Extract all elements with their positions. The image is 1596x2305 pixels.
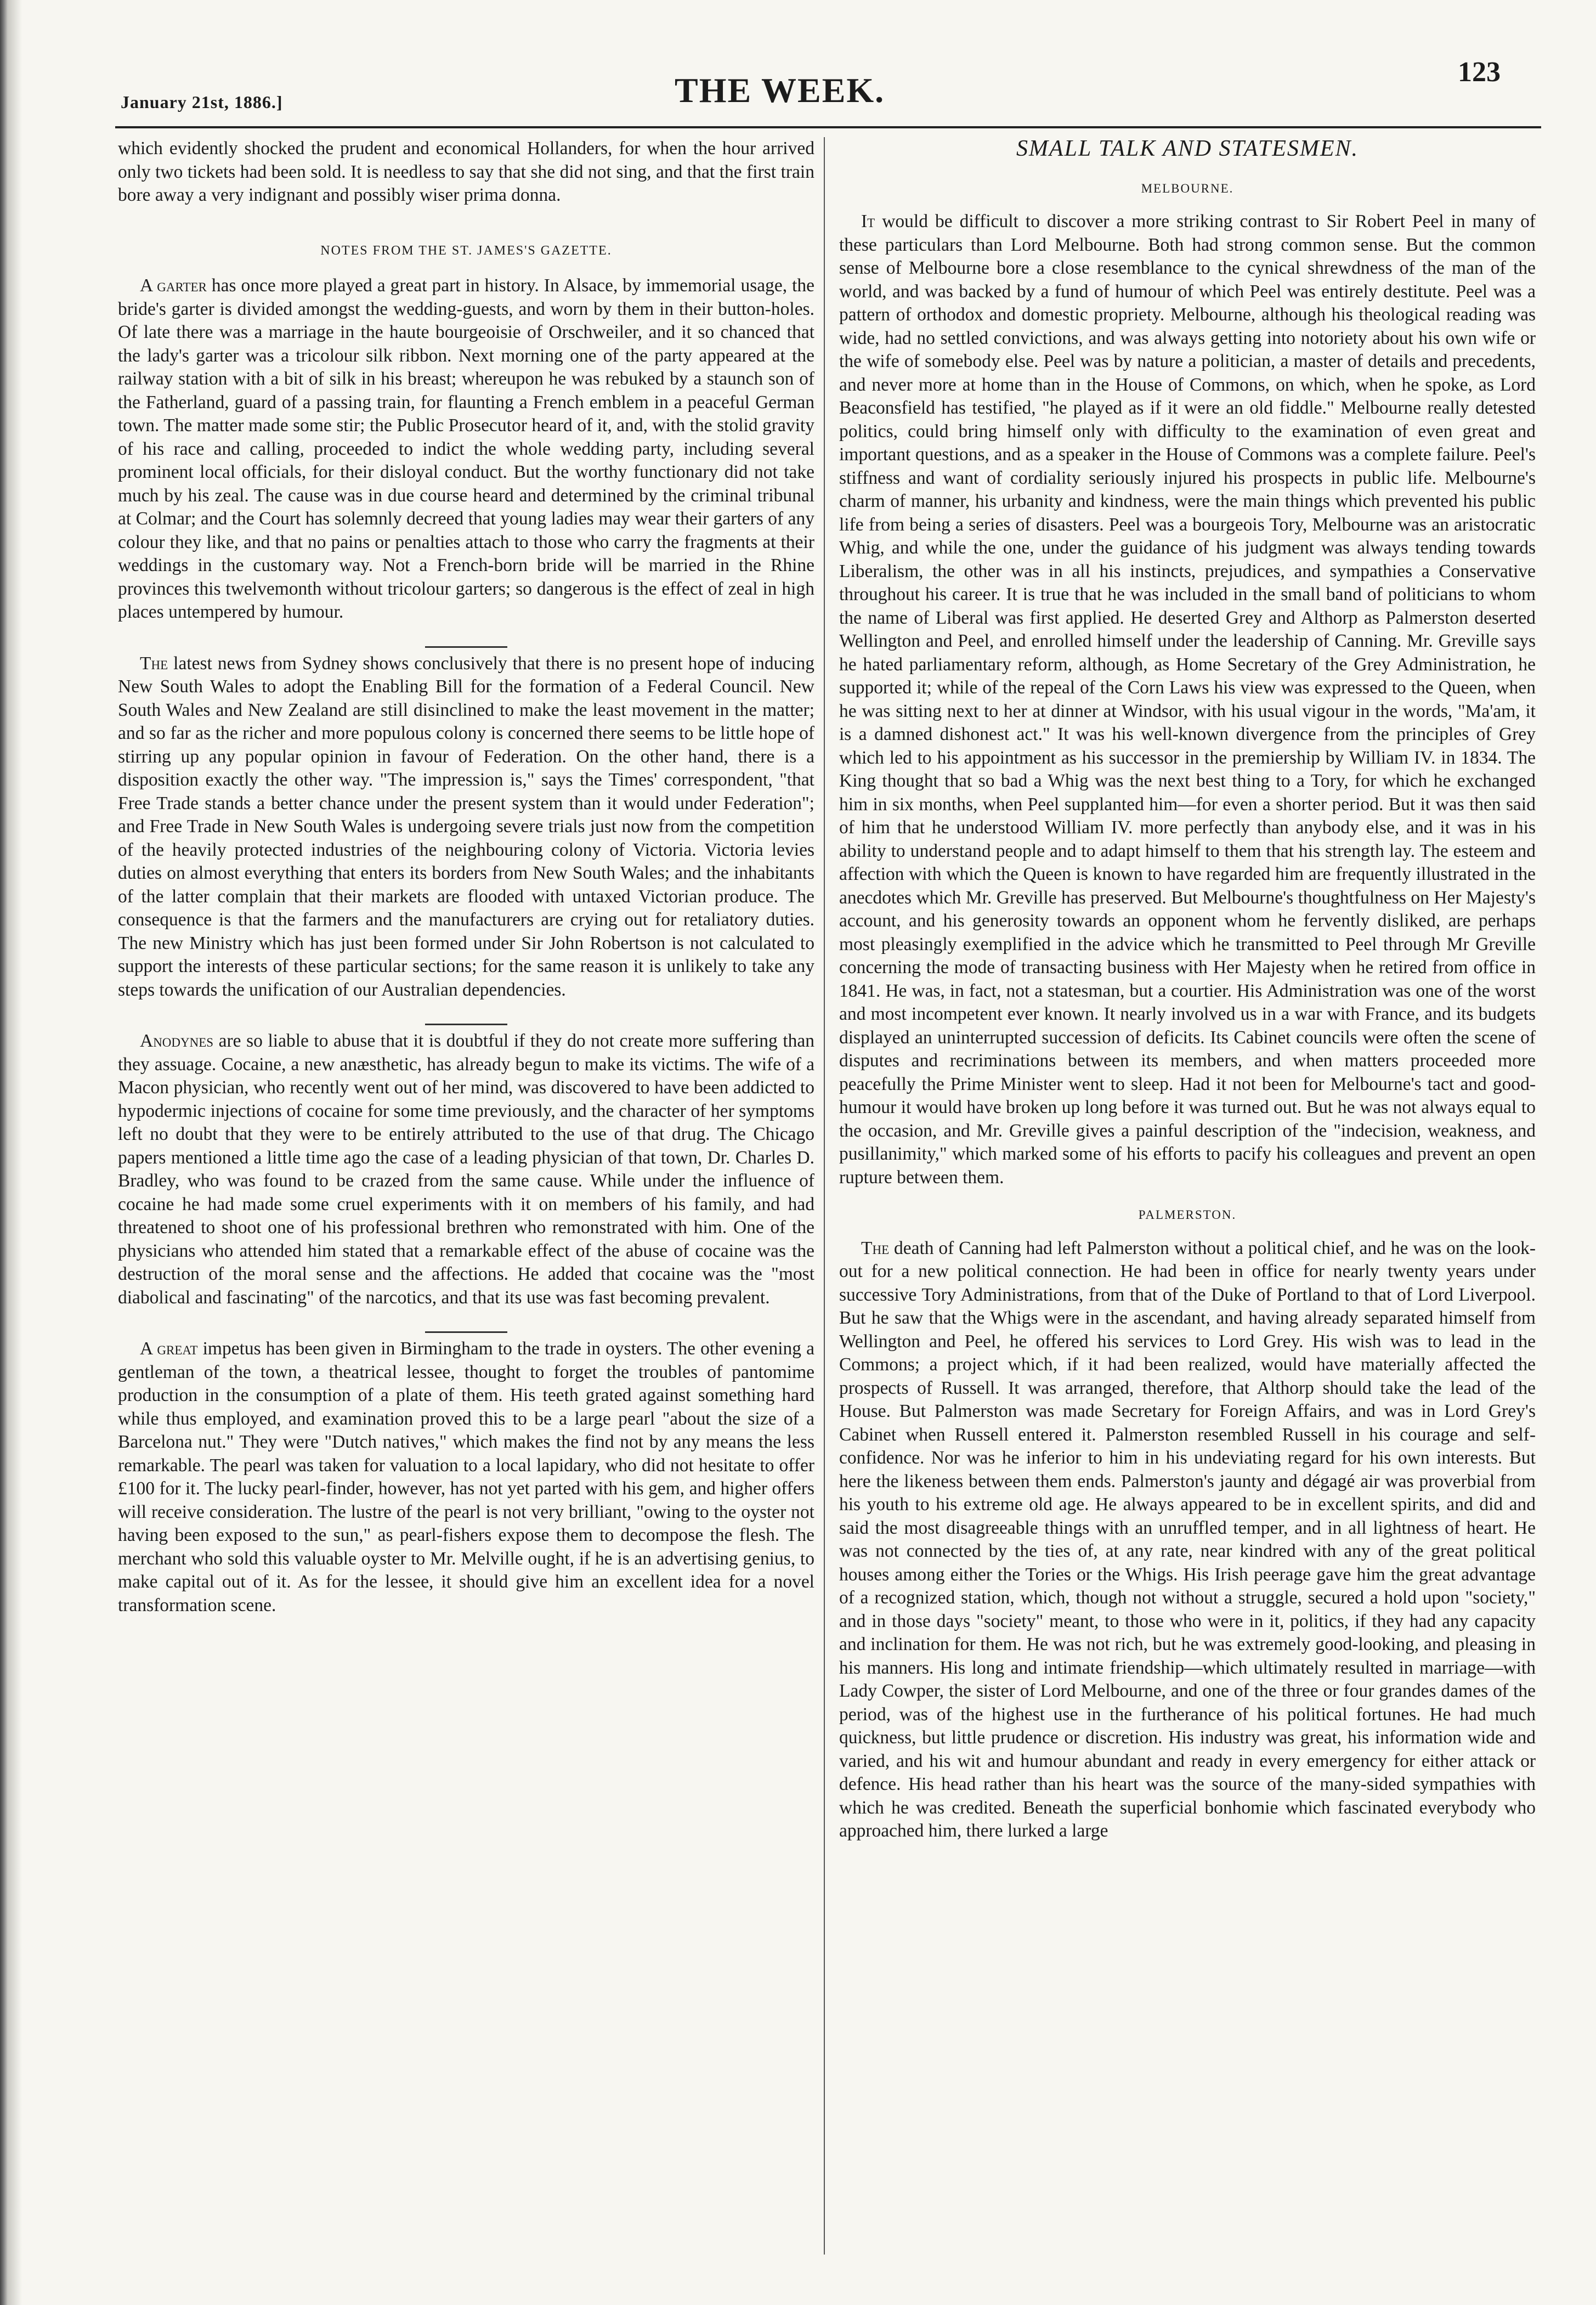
paragraph-text: are so liable to abuse that it is doubtful if they do not create more suffering than they assuage. Cocaine, a new anæsthetic, has already begun to make its victims. The wife of a Macon physician, who recently went out of her mind, was discovered to have been addicted to hypodermic injections of cocaine for some time previously, and the character of her symptoms left no doubt that they were to be entirely attributed to the use of that drug. The Chicago papers mentioned a little time ago the case of a leading physician of that town, Dr. Charles D. Bradley, who was found to be crazed from the same cause. While under the influence of cocaine he had made some cruel experiments with it on members of his family, and had threatened to shoot one of his professional brethren who remonstrated with him. One of the physicians who attended him stated that a remarkable effect of the abuse of cocaine was the destruction of the moral sense and the affections. He added that cocaine was the "most diabolical and fascinating" of the narcotics, and that its use was fast becoming prevalent. xyxy=(118,1031,814,1308)
intro-paragraph: which evidently shocked the prudent and economical Hollanders, for when the hour arrived only two tickets had been sold. It is needless to say that she did not sing, and that the first train bore away a very indignant and possibly wiser prima donna. xyxy=(118,138,814,205)
column-divider xyxy=(824,137,825,2255)
separator-rule xyxy=(425,1024,507,1025)
paragraph-lead: A great xyxy=(140,1338,198,1359)
section-title-st-james: NOTES FROM THE ST. JAMES'S GAZETTE. xyxy=(320,243,612,258)
header-rule xyxy=(115,126,1541,128)
issue-date: January 21st, 1886.] xyxy=(121,92,283,112)
page-binding-edge xyxy=(0,0,22,2305)
paragraph-text: death of Canning had left Palmerston without a political chief, and he was on the look-out for a new political connection. He had been in office for nearly twenty years under successive Tory Administrations, from that of the Duke of Portland to that of Lord Liverpool. But he saw that the Whigs were in the ascendant, and having already separated himself from Wellington and Peel, he offered his services to Lord Grey. His wish was to lead in the Commons; a project which, if it had been realized, would have materially affected the prospects of Russell. It was arranged, therefore, that Althorp should take the lead of the House. But Palmerston was made Secretary for Foreign Affairs, and was in Lord Grey's Cabinet when Russell entered it. Palmerston resembled Russell in his courage and self-confidence. Nor was he inferior to him in his undeviating regard for his own interests. But here the likeness between them ends. Palmerston's jaunty and dégagé air was proverbial from his youth to his extreme old age. He always appeared to be in excellent spirits, and did and said the most disagreeable things with an unruffled temper, and in all lightness of heart. He was not connected by the ties of, at any rate, near kindred with any of the great political houses among either the Tories or the Whigs. His Irish peerage gave him the great advantage of a recognized station, which, though not without a struggle, secured a hold upon "society," and in those days "society" meant, to those who were in it, politics, if they had any capacity and inclination for them. He was not rich, but he was extremely good-looking, and pleasing in his manners. His long and intimate friendship—which ultimately resulted in marriage—with Lady Cowper, the sister of Lord Melbourne, and one of the three or four grandes dames of the period, was of the highest use in the furtherance of his political fortunes. He had much quickness, but little prudence or discretion. His industry was great, his information wide and varied, and his wit and humour abundant and ready in every emergency for either attack or defence. His head rather than his heart was the source of the many-sided sympathies with which he was credited. Beneath the superficial bonhomie which fascinated everybody who approached him, there lurked a large xyxy=(839,1238,1536,1841)
article-title: SMALL TALK AND STATESMEN. xyxy=(1016,136,1359,161)
separator-rule xyxy=(425,646,507,648)
paragraph-text: impetus has been given in Birmingham to the trade in oysters. The other evening a gentleman of the town, a theatrical lessee, thought to forget the troubles of pantomime production in the consumption of a plate of them. His teeth grated against something hard while thus employed, and examination proved this to be a large pearl "about the size of a Barcelona nut." They were "Dutch natives," which makes the find not by any means the less remarkable. The pearl was taken for valuation to a local lapidary, who did not hesitate to offer £100 for it. The lucky pearl-finder, however, has not yet parted with his gem, and higher offers will receive consideration. The lustre of the pearl is not very brilliant, "owing to the oyster not having been exposed to the sun," as pearl-fishers expose them to decompose the flesh. The merchant who sold this valuable oyster to Mr. Melville ought, if he is an advertising genius, to make capital out of it. As for the lessee, it should give him an excellent idea for a novel transformation scene. xyxy=(118,1338,814,1615)
article-paragraph xyxy=(839,210,1536,1189)
article-paragraph xyxy=(118,1337,814,1617)
section-heading-melbourne: MELBOURNE. xyxy=(1141,181,1234,195)
paragraph-text: would be difficult to discover a more striking contrast to Sir Robert Peel in many of these particulars than Lord Melbourne. Both had strong common sense. But the common sense of Melbourne bore a close resemblance to the cynical shrewdness of the man of the world, and was backed by a fund of humour of which Peel was entirely destitute. Peel was a pattern of orthodox and domestic propriety. Melbourne, although his theological reading was wide, had no settled convictions, and was always getting into notoriety about his own wife or the wife of somebody else. Peel was by nature a politician, a master of details and precedents, and never more at home than in the House of Commons, on which, when he spoke, as Lord Beaconsfield has testified, "he played as if it were an old fiddle." Melbourne really detested politics, could bring himself only with difficulty to the examination of even great and important questions, and as a speaker in the House of Commons was a complete failure. Peel's stiffness and want of cordiality seriously injured his prospects in public life. Melbourne's charm of manner, his urbanity and kindness, were the main things which prevented his public life from being a series of disasters. Peel was a bourgeois Tory, Melbourne was an aristocratic Whig, and while the one, under the guidance of his judgment was always tending towards Liberalism, the other was in all his instincts, prejudices, and sympathies a Conservative throughout his career. It is true that he was included in the small band of politicians to whom the name of Liberal was first applied. He deserted Grey and Althorp as Palmerston deserted Wellington and Peel, and enrolled himself under the leadership of Canning. Mr. Greville says he hated parliamentary reform, although, as Home Secretary of the Grey Administration, he supported it; while of the repeal of the Corn Laws his view was expressed to the Queen, when he was sitting next to her at dinner at Windsor, with his usual vigour in the words, "Ma'am, it is a damned dishonest act." It was his well-known divergence from the principles of Grey which led to his appointment as his successor in the premiership by William IV. in 1834. The King thought that so bad a Whig was the next best thing to a Tory, for which he exchanged him in six months, when Peel supplanted him—for even a shorter period. But it was then said of him that he understood William IV. more perfectly than anybody else, and it was in his ability to understand people and to adapt himself to them that his strength lay. The esteem and affection with which the Queen is known to have regarded him are frequently illustrated in the anecdotes which Mr. Greville has preserved. But Melbourne's thoughtfulness on Her Majesty's account, and his generosity towards an opponent whom he fervently disliked, are perhaps most pleasingly exemplified in the advice which he transmitted to Peel through Mr Greville concerning the mode of transacting business with Her Majesty when he retired from office in 1841. He was, in fact, not a statesman, but a courtier. His Administration was one of the worst and most incompetent ever known. It nearly involved us in a war with France, and its budgets displayed an uninterrupted succession of deficits. Its Cabinet councils were often the scene of disputes and recriminations between its members, and when matters proceeded more peacefully the Prime Minister went to sleep. Had it not been for Melbourne's tact and good-humour it would have broken up long before it was turned out. But he was not always equal to the occasion, and Mr. Greville gives a painful description of the "indecision, weakness, and pusillanimity," which marked some of his efforts to pacify his colleagues and prevent an open rupture between them. xyxy=(839,211,1536,1188)
article-paragraph xyxy=(118,652,814,1002)
paragraph-text: latest news from Sydney shows conclusively that there is no present hope of inducing New South Wales to adopt the Enabling Bill for the formation of a Federal Council. New South Wales and New Zealand are still disinclined to make the least movement in the matter; and so far as the richer and more populous colony is concerned there seems to be little hope of stirring up any popular opinion in favour of Federation. On the other hand, there is a disposition exactly the other way. "The impression is," says the Times' correspondent, "that Free Trade stands a better chance under the present system than it would under Federation"; and Free Trade in New South Wales is undergoing severe trials just now from the competition of the heavily protected industries of the neighbouring colony of Victoria. Victoria levies duties on almost everything that enters its borders from New South Wales; and the inhabitants of the latter complain that their markets are flooded with untaxed Victorian produce. The consequence is that the farmers and the manufacturers are crying out for retaliatory duties. The new Ministry which has just been formed under Sir John Robertson is not calculated to support the interests of these particular sections; for the same reason it is unlikely to take any steps towards the unification of our Australian dependencies. xyxy=(118,653,814,1000)
paragraph-lead: Anodynes xyxy=(140,1031,214,1051)
paragraph-lead: The xyxy=(140,653,168,674)
article-paragraph xyxy=(118,274,814,624)
separator-rule xyxy=(425,1331,507,1333)
article-paragraph xyxy=(118,1030,814,1309)
paragraph-text: has once more played a great part in history. In Alsace, by immemorial usage, the bride's garter is divided amongst the wedding-guests, and worn by them in their button-holes. Of late there was a marriage in the haute bourgeoisie of Orschweiler, and it so chanced that the lady's garter was a tricolour silk ribbon. Next morning one of the party appeared at the railway station with a bit of silk in his breast; whereupon he was rebuked by a staunch son of the Fatherland, guard of a passing train, for flaunting a French emblem in a peaceful German town. The matter made some stir; the Public Prosecutor heard of it, and, with the stolid gravity of his race and calling, proceeded to indict the whole wedding party, including several prominent local officials, for their disloyal conduct. But the worthy functionary did not take much by his zeal. The cause was in due course heard and determined by the criminal tribunal at Colmar; and the Court has solemnly decreed that young ladies may wear their garters of any colour they like, and that no pains or penalties attach to those who carry the fragments at their weddings in the customary way. Not a French-born bride will be married in the Rhine provinces this twelvemonth without tricolour garters; so dangerous is the effect of zeal in high places untempered by humour. xyxy=(118,275,814,622)
page-number: 123 xyxy=(1458,57,1501,88)
left-column xyxy=(118,137,814,1617)
paragraph-lead: It xyxy=(861,211,875,231)
article-paragraph xyxy=(839,1237,1536,1843)
section-heading-palmerston: PALMERSTON. xyxy=(1138,1208,1237,1222)
paragraph-lead: A garter xyxy=(140,275,207,296)
paragraph-lead: The xyxy=(861,1238,890,1258)
right-column xyxy=(839,137,1536,1843)
masthead-title: THE WEEK. xyxy=(675,71,885,110)
